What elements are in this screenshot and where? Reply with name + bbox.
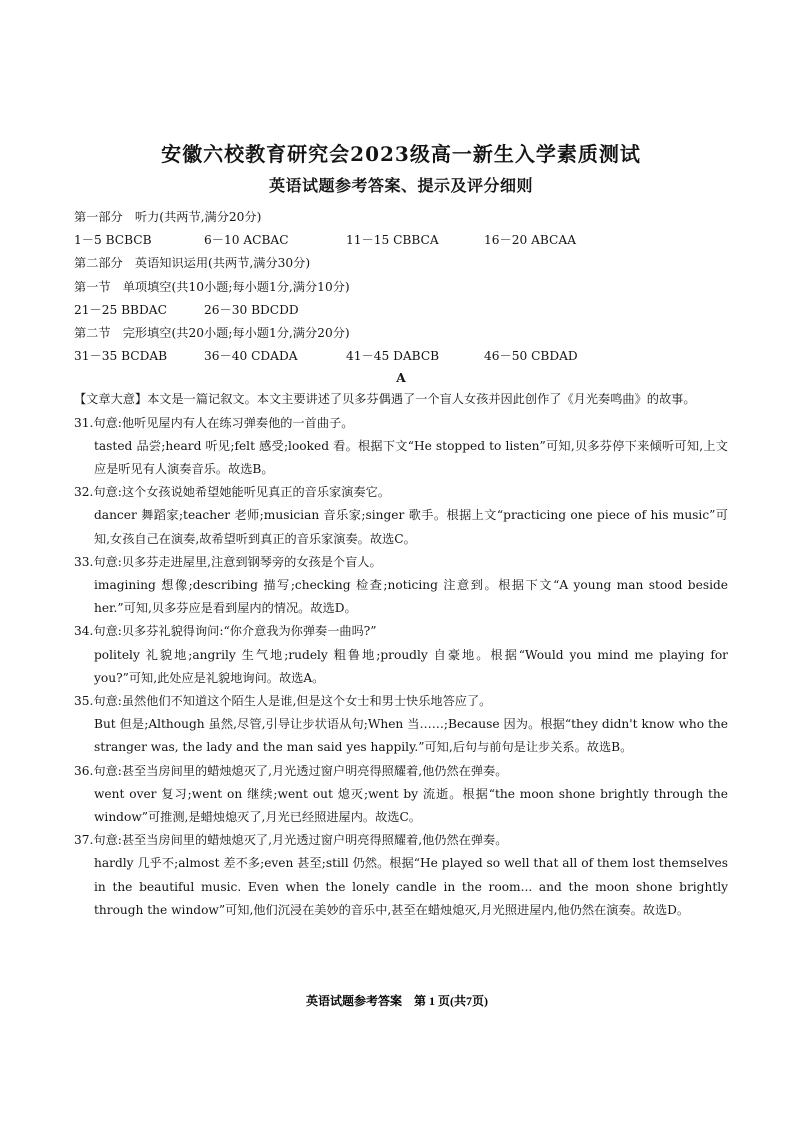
- page-title: 安徽六校教育研究会2023级高一新生入学素质测试: [161, 142, 641, 166]
- question-body: But 但是;Although 虽然,尽管,引导让步状语从句;When 当……;Because 因为。根据“they didn't know who the stranger was, the lady and the man said yes happily.”可知,后句与前句是让步关系。故选B。: [94, 717, 728, 755]
- question-body: hardly 几乎不;almost 差不多;even 甚至;still 仍然。根据“He played so well that all of them lost themselves in the beautiful music. Even when the lonely candle in the room... and the moon shone brightly through the window”可知,他们沉浸在美妙的音乐中,甚至在蜡烛熄灭,月光照进屋内,他仍然在演奏。故选D。: [94, 856, 728, 917]
- answer-group: 16－20 ABCAA: [484, 233, 576, 248]
- answer-group: 36－40 CDADA: [204, 349, 298, 364]
- question-explanation: [74, 412, 728, 482]
- passage-letter: A: [396, 371, 406, 386]
- answer-group: 11－15 CBBCA: [346, 233, 439, 248]
- section1-heading: 第一节 单项填空(共10小题;每小题1分,满分10分): [74, 279, 350, 294]
- part1-heading: 第一部分 听力(共两节,满分20分): [74, 210, 262, 224]
- section1-answers: [74, 299, 728, 322]
- section2-answers: [74, 345, 728, 368]
- answer-group: 1－5 BCBCB: [74, 233, 152, 248]
- answer-group: 31－35 BCDAB: [74, 349, 168, 364]
- question-body: went over 复习;went on 继续;went out 熄灭;went by 流逝。根据“the moon shone brightly through the window”可推测,是蜡烛熄灭了,月光已经照进屋内。故选C。: [94, 786, 728, 825]
- answer-group: 46－50 CBDAD: [484, 349, 578, 364]
- question-title: 33.句意:贝多芬走进屋里,注意到钢琴旁的女孩是个盲人。: [74, 554, 382, 569]
- question-title: 32.句意:这个女孩说她希望她能听见真正的音乐家演奏它。: [74, 485, 390, 500]
- question-explanation: [74, 829, 728, 922]
- question-explanation: [74, 481, 728, 551]
- question-body: politely 礼貌地;angrily 生气地;rudely 粗鲁地;proudly 自豪地。根据“Would you mind me playing for you?”可知,此处应是礼貌地询问。故选A。: [94, 647, 728, 685]
- passage-summary: 【文章大意】本文是一篇记叙文。本文主要讲述了贝多芬偶遇了一个盲人女孩并因此创作了《月光奏鸣曲》的故事。: [74, 392, 696, 407]
- question-body: tasted 品尝;heard 听见;felt 感受;looked 看。根据下文“He stopped to listen”可知,贝多芬停下来倾听可知,上文应是听见有人演奏音乐。故选B。: [94, 438, 728, 477]
- question-title: 31.句意:他听见屋内有人在练习弹奏他的一首曲子。: [74, 415, 354, 430]
- answer-group: 21－25 BBDAC: [74, 302, 167, 317]
- part2-heading: 第二部分 英语知识运用(共两节,满分30分): [74, 256, 311, 271]
- question-body: dancer 舞蹈家;teacher 老师;musician 音乐家;singer 歌手。根据上文“practicing one piece of his music”可知,女孩自己在演奏,故希望听到真正的音乐家演奏。故选C。: [94, 508, 728, 546]
- page-subtitle: 英语试题参考答案、提示及评分细则: [268, 176, 533, 195]
- question-explanation: [74, 620, 728, 690]
- question-explanation: [74, 690, 728, 760]
- page-footer: 英语试题参考答案 第 1 页(共7页): [306, 994, 488, 1008]
- section2-heading: 第二节 完形填空(共20小题;每小题1分,满分20分): [74, 326, 350, 341]
- question-title: 37.句意:甚至当房间里的蜡烛熄灭了,月光透过窗户明亮得照耀着,他仍然在弹奏。: [74, 833, 508, 848]
- part1-answers: [74, 229, 728, 252]
- question-title: 34.句意:贝多芬礼貌得询问:“你介意我为你弹奏一曲吗?”: [74, 624, 377, 639]
- question-explanation: [74, 551, 728, 621]
- question-title: 35.句意:虽然他们不知道这个陌生人是谁,但是这个女士和男士快乐地答应了。: [74, 694, 492, 709]
- question-title: 36.句意:甚至当房间里的蜡烛熄灭了,月光透过窗户明亮得照耀着,他仍然在弹奏。: [74, 763, 508, 778]
- answer-group: 6－10 ACBAC: [204, 233, 289, 248]
- question-explanation: [74, 760, 728, 830]
- question-body: imagining 想像;describing 描写;checking 检查;noticing 注意到。根据下文“A young man stood beside her.”可知,贝多芬应是看到屋内的情况。故选D。: [94, 578, 728, 616]
- answer-group: 26－30 BDCDD: [204, 302, 299, 317]
- answer-group: 41－45 DABCB: [346, 349, 440, 364]
